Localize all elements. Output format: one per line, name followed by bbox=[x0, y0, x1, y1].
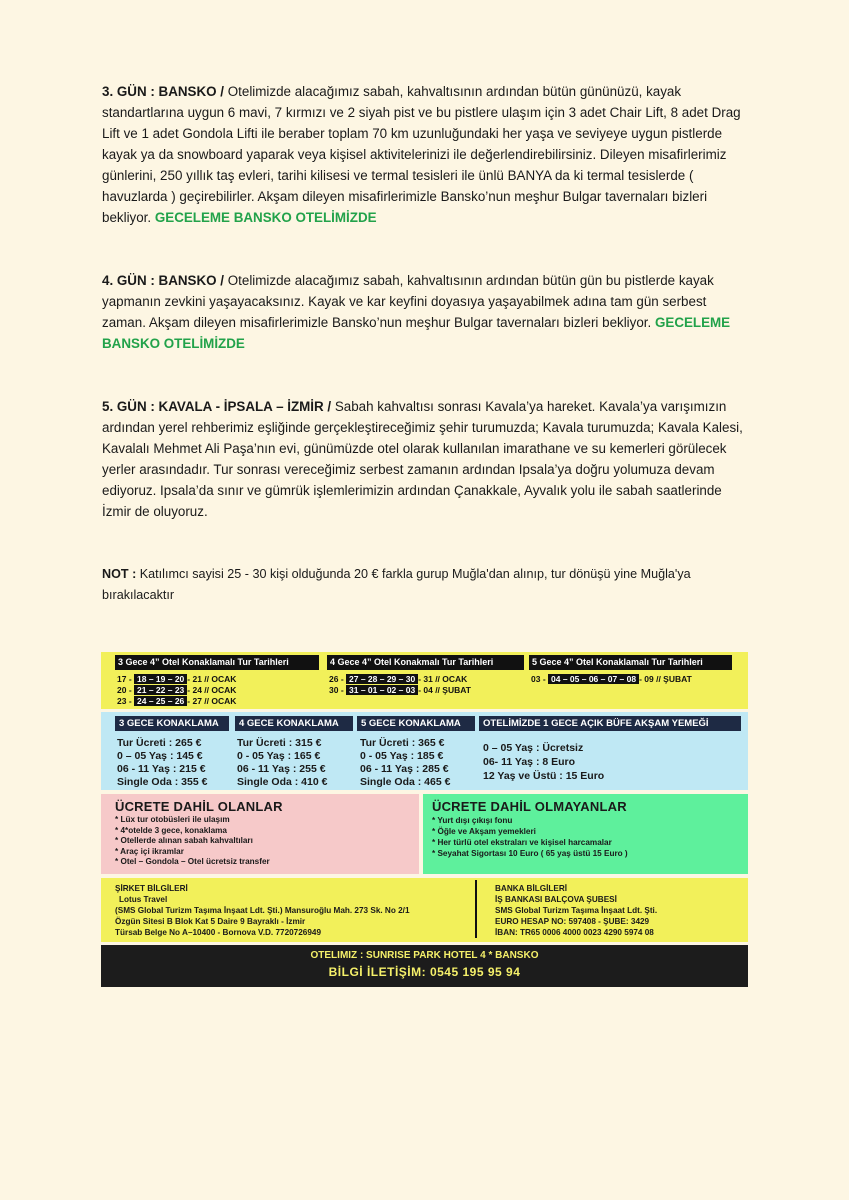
price-line: Single Oda : 355 € bbox=[117, 776, 208, 788]
note-paragraph bbox=[102, 564, 752, 606]
company-line: Lotus Travel bbox=[119, 895, 168, 904]
contact-phone: BİLGİ İLETİŞİM: 0545 195 95 94 bbox=[328, 965, 521, 979]
included-item: * Otel – Gondola – Otel ücretsiz transfer bbox=[115, 857, 270, 866]
dates-3-night-title: 3 Gece 4” Otel Konaklamalı Tur Tarihleri bbox=[115, 655, 319, 670]
price-line: Tur Ücreti : 315 € bbox=[237, 737, 322, 749]
package-4-title: 4 GECE KONAKLAMA bbox=[235, 716, 353, 731]
bank-title: BANKA BİLGİLERİ bbox=[495, 884, 568, 893]
dinner-line: 12 Yaş ve Üstü : 15 Euro bbox=[483, 770, 605, 782]
price-line: 06 - 11 Yaş : 255 € bbox=[237, 763, 326, 775]
included-title: ÜCRETE DAHİL OLANLAR bbox=[115, 799, 283, 814]
note-label: NOT : bbox=[102, 567, 137, 581]
price-line: Single Oda : 410 € bbox=[237, 776, 328, 788]
date-line: 30 - 31 – 01 – 02 – 03 - 04 // ŞUBAT bbox=[329, 685, 471, 695]
included-panel bbox=[101, 794, 419, 874]
date-line: 23 - 24 – 25 – 26 - 27 // OCAK bbox=[117, 696, 237, 706]
price-line: 0 – 05 Yaş : 145 € bbox=[117, 750, 203, 762]
day4-body: Otelimizde alacağımız sabah, kahvaltısının ardından bütün gün bu pistlerde kayak yapmanın zevkini yaşayacaksınız. Kayak ve kar keyfini doyasıya yaşayabilmek adına tam gün serbest zaman. Akşam dileyen misafirlerimizle Bansko’nun meşhur Bulgar tavernaları bizleri bekliyor. bbox=[102, 273, 714, 330]
day5-heading: 5. GÜN : KAVALA - İPSALA – İZMİR / bbox=[102, 399, 332, 414]
price-line: 06 - 11 Yaş : 285 € bbox=[360, 763, 449, 775]
excluded-item: * Öğle ve Akşam yemekleri bbox=[432, 827, 536, 836]
day4-heading: 4. GÜN : BANSKO / bbox=[102, 273, 225, 288]
date-line: 17 - 18 – 19 – 20 - 21 // OCAK bbox=[117, 674, 237, 684]
excluded-title: ÜCRETE DAHİL OLMAYANLAR bbox=[432, 799, 627, 814]
bank-line: EURO HESAP NO: 597408 - ŞUBE: 3429 bbox=[495, 917, 650, 926]
dinner-line: 06- 11 Yaş : 8 Euro bbox=[483, 756, 576, 768]
day3-overnight: GECELEME BANSKO OTELİMİZDE bbox=[154, 210, 377, 225]
note-text: Katılımcı sayisi 25 - 30 kişi olduğunda 20 € farkla gurup Muğla'dan alınıp, tur dönüşü yine Muğla'ya bırakılacaktır bbox=[102, 567, 691, 602]
dates-4-night-title: 4 Gece 4” Otel Konakmalı Tur Tarihleri bbox=[327, 655, 524, 670]
dinner-title: OTELİMİZDE 1 GECE AÇIK BÜFE AKŞAM YEMEĞİ bbox=[479, 716, 741, 731]
bank-line: İBAN: TR65 0006 4000 0023 4290 5974 08 bbox=[495, 928, 654, 937]
hotel-contact-bar bbox=[101, 945, 748, 987]
included-item: * Otellerde alınan sabah kahvaltıları bbox=[115, 836, 253, 845]
included-item: * 4*otelde 3 gece, konaklama bbox=[115, 825, 227, 835]
day3-body: Otelimizde alacağımız sabah, kahvaltısının ardından bütün gününüzü, kayak standartlarına uygun 6 mavi, 7 kırmızı ve 2 siyah pist ve bu pistlere ulaşım için 3 adet Chair Lift, 8 adet Drag Lift ve 1 adet Gondola Lifti ile beraber toplam 70 km uzunluğundaki her yaşa ve seviyeye uygun pistlerde kayak ya da snowboard yaparak veya kişisel aktivitelerinizi ile değerlendirebilirsiniz. Dileyen misafirlerimiz günlerini, 250 yıllık taş evleri, tarihi kilisesi ve termal tesisleri ile ünlü BANYA da ki termal tesislerde ( havuzlarda ) geçirebilirler. Akşam dileyen misafirlerimizle Bansko’nun meşhur Bulgar tavernaları bizleri bekliyor. bbox=[102, 84, 741, 225]
date-line: 20 - 21 – 22 – 23 - 24 // OCAK bbox=[117, 685, 237, 695]
tour-flyer bbox=[101, 652, 748, 987]
price-line: Tur Ücreti : 365 € bbox=[360, 737, 445, 749]
price-line: 0 - 05 Yaş : 185 € bbox=[360, 750, 444, 762]
excluded-panel bbox=[423, 794, 748, 874]
day3-heading: 3. GÜN : BANSKO / bbox=[102, 84, 225, 99]
day3-paragraph bbox=[102, 81, 752, 228]
date-line: 26 - 27 – 28 – 29 – 30 - 31 // OCAK bbox=[329, 674, 468, 684]
bank-line: İŞ BANKASI BALÇOVA ŞUBESİ bbox=[495, 895, 617, 904]
included-item: * Lüx tur otobüsleri ile ulaşım bbox=[115, 815, 230, 824]
dinner-line: 0 – 05 Yaş : Ücretsiz bbox=[483, 742, 584, 754]
price-line: Single Oda : 465 € bbox=[360, 776, 451, 788]
excluded-item: * Seyahat Sigortası 10 Euro ( 65 yaş üstü 15 Euro ) bbox=[432, 849, 628, 858]
included-item: * Araç içi ikramlar bbox=[115, 846, 184, 856]
hotel-name: OTELIMIZ : SUNRISE PARK HOTEL 4 * BANSKO bbox=[310, 950, 539, 961]
date-line: 03 - 04 – 05 – 06 – 07 – 08 - 09 // ŞUBAT bbox=[531, 674, 692, 684]
info-divider bbox=[475, 880, 477, 938]
tour-dates-panel bbox=[101, 652, 748, 709]
price-line: 0 - 05 Yaş : 165 € bbox=[237, 750, 321, 762]
excluded-item: * Her türlü otel ekstraları ve kişisel harcamalar bbox=[432, 838, 612, 847]
excluded-item: * Yurt dışı çıkışı fonu bbox=[432, 816, 513, 825]
prices-panel bbox=[101, 712, 748, 790]
day5-paragraph bbox=[102, 396, 752, 522]
dates-5-night-title: 5 Gece 4” Otel Konaklamalı Tur Tarihleri bbox=[529, 655, 732, 670]
company-line: Türsab Belge No A–10400 - Bornova V.D. 7720726949 bbox=[115, 928, 322, 937]
info-panel bbox=[101, 878, 748, 942]
package-3-title: 3 GECE KONAKLAMA bbox=[115, 716, 229, 731]
day5-body: Sabah kahvaltısı sonrası Kavala’ya hareket. Kavala’ya varışımızın ardından yerel rehberimiz eşliğinde gerçekleştireceğimiz şehir turumuzda; Kavala turumuzda; Kavala Kalesi, Kavalalı Mehmet Ali Paşa’nın evi, günümüzde otel olarak kullanılan imarathane ve su kemerleri görülecek yerler arasındadır. Tur sonrası vereceğimiz serbest zamanın ardından Ipsala’ya doğru yolumuza devam ediyoruz. Ipsala’da sınır ve gümrük işlemlerimizin ardından Çanakkale, Ayvalık yolu ile sabah saatlerinde İzmir de oluyoruz. bbox=[102, 399, 743, 519]
bank-line: SMS Global Turizm Taşıma İnşaat Ldt. Şti. bbox=[495, 906, 658, 915]
day4-paragraph bbox=[102, 270, 752, 354]
price-line: 06 - 11 Yaş : 215 € bbox=[117, 763, 206, 775]
company-line: (SMS Global Turizm Taşıma İnşaat Ldt. Şti.) Mansuroğlu Mah. 273 Sk. No 2/1 bbox=[115, 906, 410, 915]
day4-overnight: GECELEME BANSKO OTELİMİZDE bbox=[102, 315, 731, 351]
company-line: Özgün Sitesi B Blok Kat 5 Daire 9 Bayraklı - İzmir bbox=[115, 917, 306, 926]
company-title: ŞİRKET BİLGİLERİ bbox=[115, 884, 188, 893]
package-5-title: 5 GECE KONAKLAMA bbox=[357, 716, 475, 731]
price-line: Tur Ücreti : 265 € bbox=[117, 737, 202, 749]
